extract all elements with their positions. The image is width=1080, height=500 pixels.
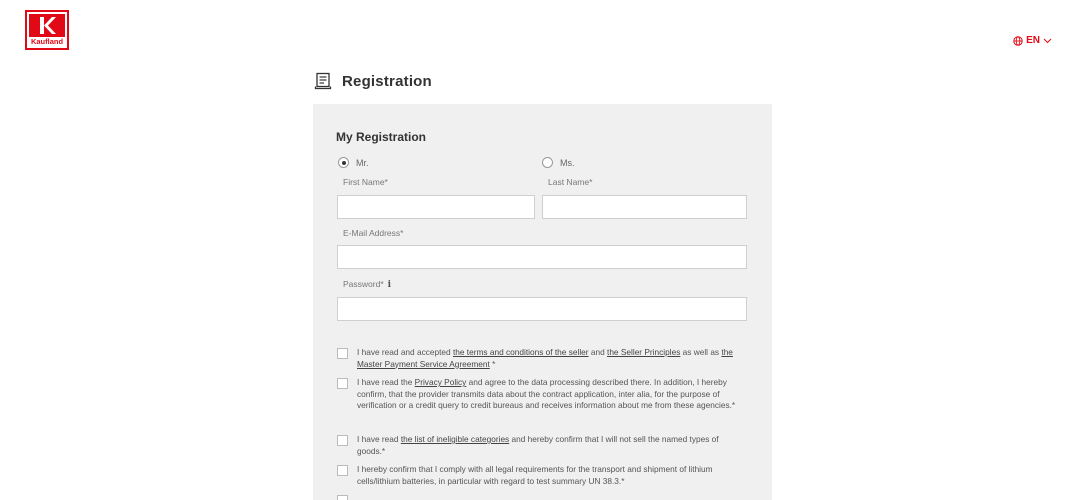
email-label: E-Mail Address* bbox=[343, 228, 404, 238]
last-name-label: Last Name* bbox=[548, 177, 593, 187]
master-payment-agreement-link[interactable]: the Master Payment Service Agreement bbox=[357, 347, 733, 369]
ineligible-text-part: and hereby confirm that I will not sell the named types of goods.* bbox=[357, 434, 719, 456]
ineligible-text-part: I have read bbox=[357, 434, 401, 444]
additional-checkbox-row bbox=[337, 494, 749, 500]
ineligible-categories-checkbox-row bbox=[337, 434, 749, 457]
lithium-text: I hereby confirm that I comply with all legal requirements for the transport and shipment of lithium cells/lithium batteries, in particular with regard to test summary UN 38.3.* bbox=[357, 464, 713, 486]
ineligible-categories-checkbox[interactable] bbox=[337, 435, 348, 446]
privacy-checkbox[interactable] bbox=[337, 378, 348, 389]
terms-text-part: * bbox=[489, 358, 496, 369]
registration-document-icon bbox=[314, 72, 332, 90]
privacy-checkbox-row bbox=[337, 377, 749, 412]
first-name-input[interactable] bbox=[337, 195, 535, 219]
chevron-down-icon bbox=[1043, 38, 1052, 44]
globe-icon bbox=[1013, 36, 1023, 46]
lithium-checkbox[interactable] bbox=[337, 465, 348, 476]
salutation-ms-option[interactable] bbox=[542, 157, 575, 168]
password-label: Password* bbox=[343, 279, 384, 289]
ineligible-categories-link[interactable]: the list of ineligible categories bbox=[400, 434, 510, 444]
password-label-row bbox=[343, 279, 391, 290]
k-logo-icon bbox=[29, 14, 65, 37]
terms-conditions-link[interactable]: the terms and conditions of the seller bbox=[452, 347, 589, 357]
language-label: EN bbox=[1026, 35, 1040, 46]
info-icon[interactable]: i bbox=[387, 280, 392, 290]
salutation-mr-option[interactable] bbox=[338, 157, 369, 168]
additional-checkbox[interactable] bbox=[337, 495, 348, 500]
registration-form bbox=[313, 104, 772, 500]
privacy-text-part: and agree to the data processing described there. In addition, I hereby confirm, that the provider transmits data about the contract application, inter alia, for the purpose of verification or a credit query to credit bureaus and receives information about me from these agencies.* bbox=[357, 377, 736, 410]
terms-text bbox=[357, 347, 749, 370]
last-name-input[interactable] bbox=[542, 195, 747, 219]
privacy-text-part: I have read the bbox=[357, 377, 415, 387]
form-heading: My Registration bbox=[336, 130, 427, 144]
terms-text-part: and bbox=[588, 347, 608, 357]
lithium-checkbox-row bbox=[337, 464, 749, 487]
password-input[interactable] bbox=[337, 297, 747, 321]
ms-radio[interactable] bbox=[542, 157, 553, 168]
language-selector[interactable] bbox=[1013, 35, 1052, 46]
page-title-text: Registration bbox=[342, 72, 432, 90]
terms-text-part: as well as bbox=[680, 347, 722, 357]
terms-checkbox[interactable] bbox=[337, 348, 348, 359]
mr-label: Mr. bbox=[356, 157, 369, 168]
page-title bbox=[314, 72, 432, 90]
email-input[interactable] bbox=[337, 245, 747, 269]
terms-text-part: I have read and accepted bbox=[357, 347, 453, 357]
mr-radio[interactable] bbox=[338, 157, 349, 168]
privacy-text bbox=[357, 377, 749, 412]
terms-checkbox-row bbox=[337, 347, 749, 370]
first-name-label: First Name* bbox=[343, 177, 388, 187]
seller-principles-link[interactable]: the Seller Principles bbox=[607, 347, 681, 357]
ms-label: Ms. bbox=[560, 157, 575, 168]
kaufland-logo[interactable] bbox=[25, 10, 69, 50]
privacy-policy-link[interactable]: Privacy Policy bbox=[414, 377, 467, 387]
ineligible-categories-text bbox=[357, 434, 749, 457]
logo-brand-text: Kaufland bbox=[30, 37, 64, 46]
